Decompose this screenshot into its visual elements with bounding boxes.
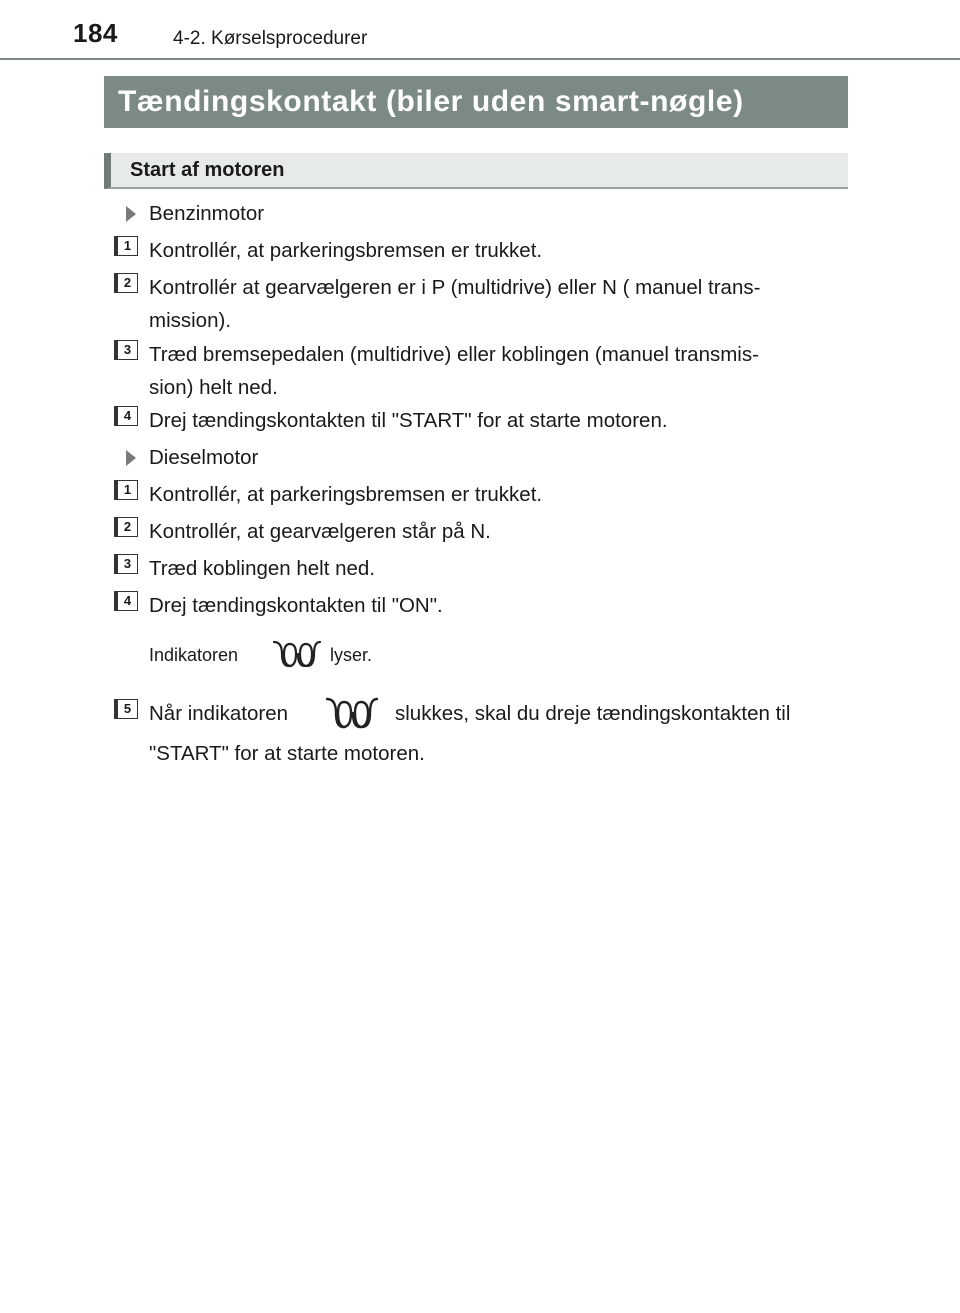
step-text: Kontrollér, at parkeringsbremsen er trukket.: [149, 239, 543, 262]
step-number-badge: 2: [114, 517, 138, 537]
step-number-badge: 2: [114, 273, 138, 293]
step-text: Træd koblingen helt ned.: [149, 557, 376, 580]
step-text: Drej tændingskontakten til "ON".: [149, 594, 443, 617]
step-text: Kontrollér at gearvælgeren er i P (multidrive) eller N ( manuel trans-: [149, 276, 761, 299]
step-number-badge: 1: [114, 236, 138, 256]
note-text-after: lyser.: [330, 645, 373, 665]
glow-plug-indicator-icon: [268, 638, 326, 670]
step-text-continued: "START" for at starte motoren.: [149, 742, 425, 765]
page-header: [0, 0, 960, 62]
note-text-before: Indikatoren: [149, 645, 239, 665]
step-text-continued: mission).: [149, 309, 232, 332]
chapter-title: 4-2. Kørselsprocedurer: [173, 28, 368, 49]
step-text: Kontrollér, at gearvælgeren står på N.: [149, 520, 491, 543]
triangle-bullet-icon: [126, 206, 136, 222]
glow-plug-indicator-icon: [321, 695, 383, 731]
step-text: Træd bremsepedalen (multidrive) eller koblingen (manuel transmis-: [149, 343, 759, 366]
step-number-badge: 3: [114, 554, 138, 574]
petrol-heading: Benzinmotor: [149, 202, 265, 225]
triangle-bullet-icon: [126, 450, 136, 466]
step-text: Drej tændingskontakten til "START" for at starte motoren.: [149, 409, 668, 432]
diesel-heading: Dieselmotor: [149, 446, 259, 469]
step-number-badge: 4: [114, 591, 138, 611]
step-number-badge: 5: [114, 699, 138, 719]
step-number-badge: 4: [114, 406, 138, 426]
section-title: Start af motoren: [104, 153, 848, 189]
step-text-after: slukkes, skal du dreje tændingskontakten til: [395, 702, 791, 725]
step-number-badge: 1: [114, 480, 138, 500]
page-number: 184: [73, 18, 118, 48]
header-rule: [0, 58, 960, 60]
step-text-before: Når indikatoren: [149, 702, 289, 725]
main-title: Tændingskontakt (biler uden smart-nøgle): [104, 76, 848, 128]
step-number-badge: 3: [114, 340, 138, 360]
step-text: Kontrollér, at parkeringsbremsen er trukket.: [149, 483, 543, 506]
step-text-continued: sion) helt ned.: [149, 376, 278, 399]
